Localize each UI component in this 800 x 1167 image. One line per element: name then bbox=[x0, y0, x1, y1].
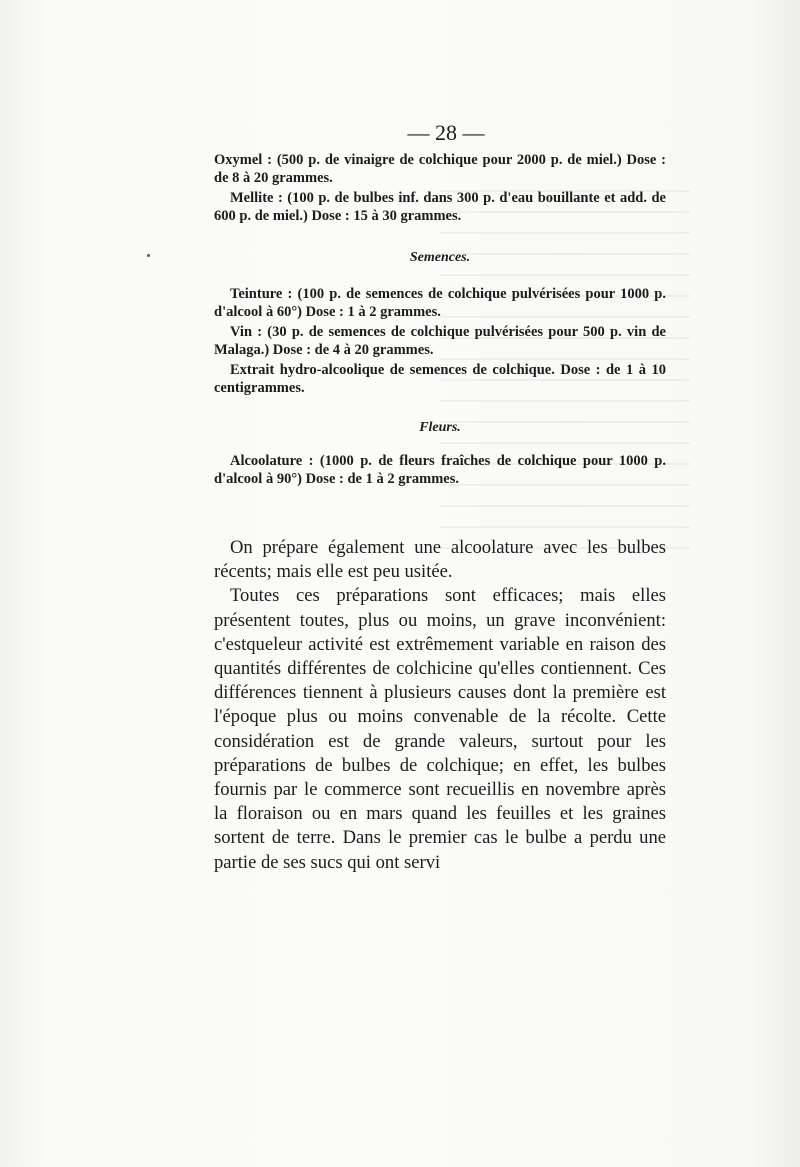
body-text bbox=[214, 536, 666, 875]
vin-entry: Vin : (30 p. de semences de colchique pulvérisées pour 500 p. vin de Malaga.) Dose : de 4 à 20 grammes. bbox=[214, 324, 666, 358]
teinture-entry: Teinture : (100 p. de semences de colchique pulvérisées pour 1000 p. d'alcool à 60°) Dose : 1 à 2 grammes. bbox=[214, 286, 666, 320]
section-heading-fleurs: Fleurs. bbox=[419, 420, 461, 435]
oxymel-entry: Oxymel : (500 p. de vinaigre de colchique pour 2000 p. de miel.) Dose : de 8 à 20 grammes. bbox=[214, 152, 666, 186]
body-paragraph-1: On prépare également une alcoolature avec les bulbes récents; mais elle est peu usitée. bbox=[214, 537, 666, 583]
body-paragraph-2: Toutes ces préparations sont efficaces; mais elles présentent toutes, plus ou moins, un grave inconvénient: c'estqueleur activité est extrêmement variable en raison des quantités différentes de colchicine qu'elles contiennent. Ces différences tiennent à plusieurs causes dont la première est l'époque plus ou moins convenable de la récolte. Cette considération est de grande valeurs, surtout pour les préparations de bulbes de colchique; en effet, les bulbes fournis par le commerce sont recueillis en novembre après la floraison ou en mars quand les feuilles et les graines sortent de terre. Dans le premier cas le bulbe a perdu une partie de ses sucs qui ont servi bbox=[214, 585, 666, 873]
section-heading-semences: Semences. bbox=[409, 250, 471, 265]
extrait-entry: Extrait hydro-alcoolique de semences de colchique. Dose : de 1 à 10 centigrammes. bbox=[214, 362, 666, 396]
ink-speck bbox=[147, 254, 150, 257]
page-number: — 28 — bbox=[407, 120, 485, 145]
preparations-bulbes-block bbox=[214, 152, 666, 228]
preparations-fleurs-block bbox=[214, 453, 666, 491]
mellite-entry: Mellite : (100 p. de bulbes inf. dans 300 p. d'eau bouillante et add. de 600 p. de miel.) Dose : 15 à 30 grammes. bbox=[214, 190, 666, 224]
preparations-semences-block bbox=[214, 286, 666, 400]
alcoolature-entry: Alcoolature : (1000 p. de fleurs fraîches de colchique pour 1000 p. d'alcool à 90°) Dose : de 1 à 2 grammes. bbox=[214, 453, 666, 487]
